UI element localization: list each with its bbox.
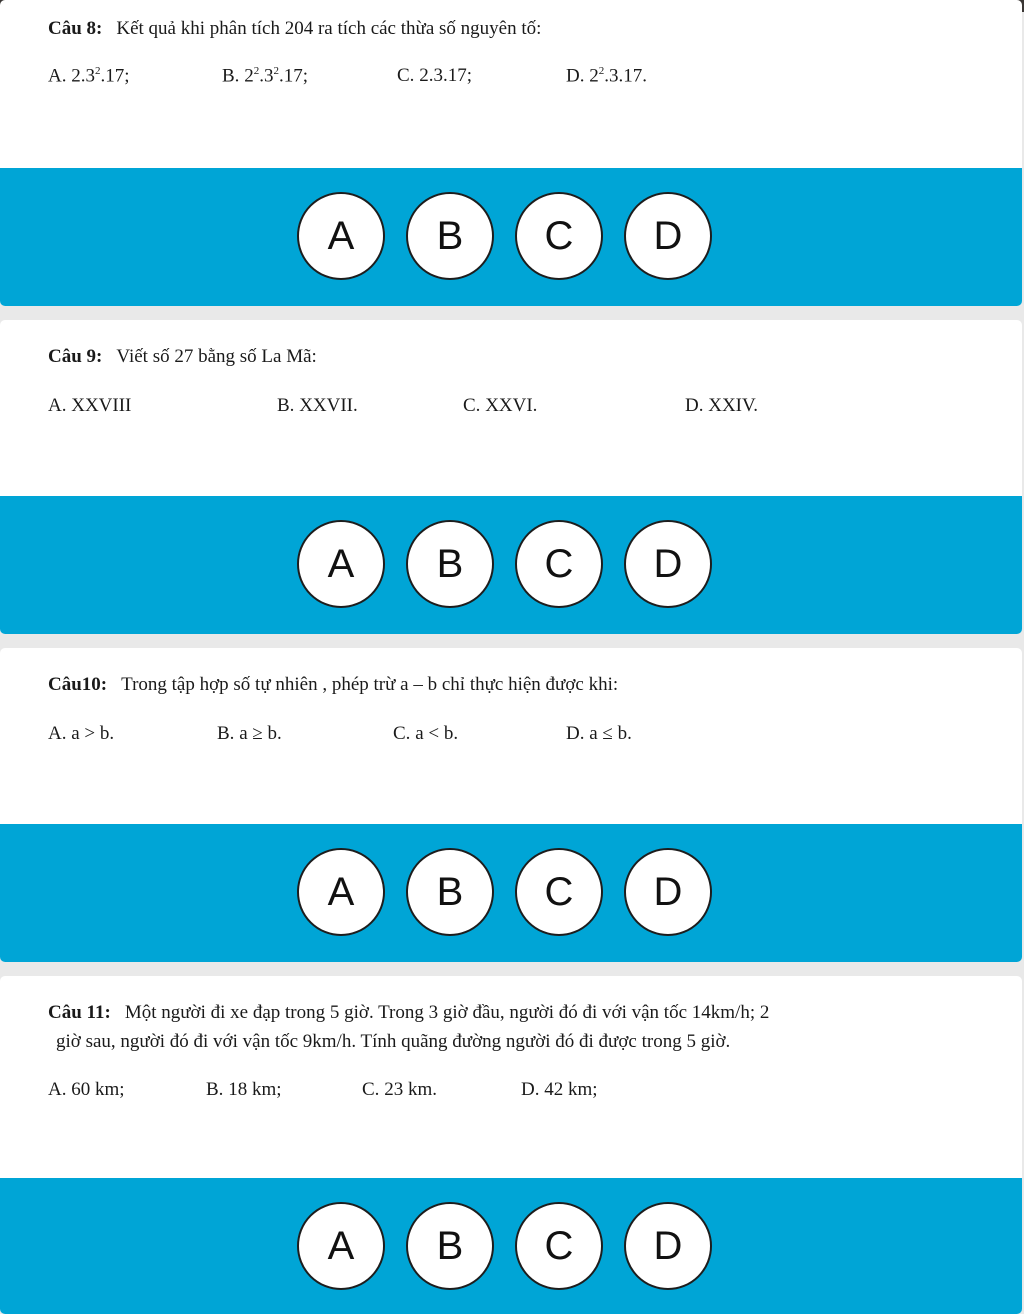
answer-button-b[interactable]: B [406, 520, 494, 608]
option-b [277, 395, 358, 417]
question-number: Câu 8: [48, 18, 103, 39]
question-card-8 [0, 0, 1022, 306]
option-d [566, 65, 647, 87]
option-text: XXVI. [485, 395, 538, 416]
option-exponent: 2 [273, 65, 279, 77]
option-text: 2.3.17; [419, 65, 472, 86]
option-text: .3.17. [604, 65, 647, 87]
option-exponent: 2 [94, 65, 101, 77]
option-text: XXIV. [708, 395, 759, 416]
option-b [222, 65, 308, 87]
option-text: 2 [244, 65, 254, 87]
answer-button-a[interactable]: A [297, 520, 385, 608]
answer-button-c[interactable]: C [515, 848, 603, 936]
answer-button-a[interactable]: A [297, 848, 385, 936]
option-prefix: B. [206, 1079, 229, 1100]
option-b [206, 1079, 282, 1101]
option-text: XXVII. [299, 395, 358, 416]
option-prefix: D. [566, 65, 590, 87]
option-a [48, 395, 131, 417]
option-c [463, 395, 537, 417]
answer-button-d[interactable]: D [624, 192, 712, 280]
option-prefix: A. [48, 395, 72, 416]
option-a [48, 65, 130, 87]
question-line [48, 674, 618, 696]
option-prefix: B. [222, 65, 245, 87]
question-card-10 [0, 648, 1022, 962]
option-prefix: C. [362, 1079, 385, 1100]
option-exponent: 2 [253, 65, 260, 77]
question-text: Trong tập hợp số tự nhiên , phép trừ a – b chỉ thực hiện được khi: [121, 674, 619, 695]
option-c [393, 723, 458, 745]
answer-button-d[interactable]: D [624, 1202, 712, 1290]
option-prefix: D. [521, 1079, 545, 1100]
option-prefix: D. [566, 723, 590, 744]
question-number: Câu10: [48, 674, 108, 695]
question-line [48, 1002, 769, 1024]
option-prefix: D. [685, 395, 709, 416]
option-a [48, 1079, 125, 1101]
option-text: a < b. [415, 723, 459, 744]
option-d [521, 1079, 598, 1101]
question-line-2: giờ sau, người đó đi với vận tốc 9km/h. Tính quãng đường người đó đi được trong 5 giờ. [56, 1031, 731, 1052]
answer-button-b[interactable]: B [406, 848, 494, 936]
question-number: Câu 9: [48, 346, 103, 367]
option-prefix: A. [48, 723, 72, 744]
answer-button-a[interactable]: A [297, 1202, 385, 1290]
question-text: Viết số 27 bằng số La Mã: [116, 346, 317, 367]
question-card-9 [0, 320, 1022, 634]
option-text: 23 km. [384, 1079, 437, 1100]
option-prefix: A. [48, 65, 72, 87]
answer-button-a[interactable]: A [297, 192, 385, 280]
option-d [685, 395, 758, 417]
answer-bar [0, 168, 1022, 306]
question-number: Câu 11: [48, 1002, 111, 1023]
question-card-11 [0, 976, 1022, 1314]
option-text: a ≥ b. [239, 723, 282, 744]
answer-button-c[interactable]: C [515, 192, 603, 280]
option-text: 18 km; [228, 1079, 282, 1100]
option-text: a ≤ b. [589, 723, 632, 744]
option-text: 60 km; [71, 1079, 125, 1100]
option-b [217, 723, 282, 745]
answer-button-c[interactable]: C [515, 1202, 603, 1290]
answer-bar [0, 1178, 1022, 1314]
question-line [48, 18, 541, 40]
answer-button-d[interactable]: D [624, 848, 712, 936]
option-exponent: 2 [598, 65, 605, 77]
option-c [362, 1079, 437, 1101]
answer-bar [0, 496, 1022, 634]
option-prefix: C. [397, 65, 420, 86]
option-text: 42 km; [544, 1079, 598, 1100]
answer-button-b[interactable]: B [406, 192, 494, 280]
question-text: Kết quả khi phân tích 204 ra tích các thừa số nguyên tố: [116, 18, 542, 39]
option-text: 2.3 [71, 65, 95, 87]
option-a [48, 723, 114, 745]
answer-button-b[interactable]: B [406, 1202, 494, 1290]
option-text: .17; [100, 65, 130, 87]
option-d [566, 723, 632, 745]
question-line [48, 346, 317, 368]
answer-button-c[interactable]: C [515, 520, 603, 608]
answer-button-d[interactable]: D [624, 520, 712, 608]
option-prefix: C. [463, 395, 486, 416]
option-prefix: B. [217, 723, 240, 744]
question-text: Một người đi xe đạp trong 5 giờ. Trong 3 giờ đầu, người đó đi với vận tốc 14km/h; 2 [124, 1002, 770, 1023]
answer-bar [0, 824, 1022, 962]
option-prefix: B. [277, 395, 300, 416]
option-c [397, 65, 472, 87]
option-prefix: C. [393, 723, 416, 744]
option-prefix: A. [48, 1079, 72, 1100]
option-text: .17; [278, 65, 308, 87]
option-text: XXVIII [71, 395, 132, 416]
option-text: .3 [259, 65, 274, 87]
option-text: a > b. [71, 723, 115, 744]
option-text: 2 [589, 65, 599, 87]
